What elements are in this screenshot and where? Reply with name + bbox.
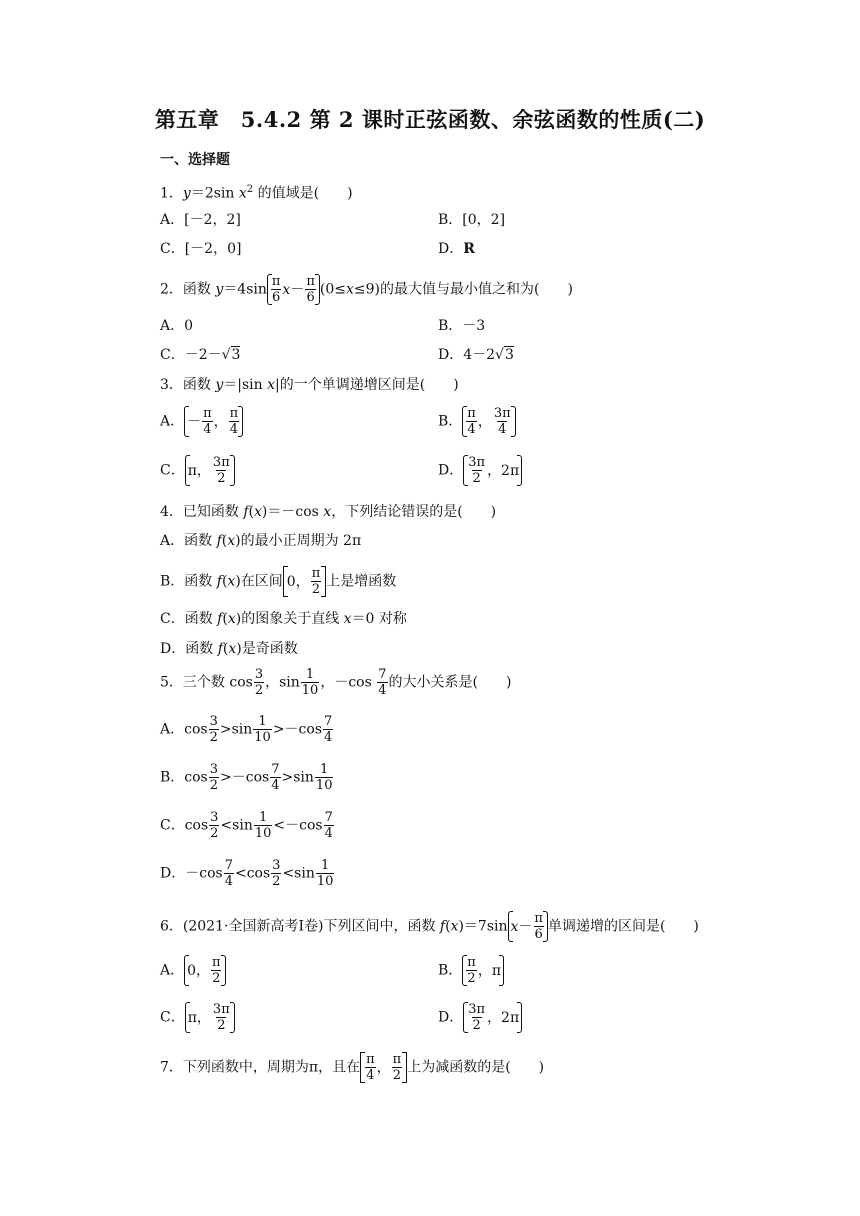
- question-5: 5．三个数 cos $\frac{3}{2}$ ，sin $\frac{1}{10}$ ，－cos $\frac{7}{4}$ 的大小关系是( ): [160, 667, 512, 698]
- q3-option-b: B． $\frac{\pi}{4}$ ， $\frac{3\pi}{4}$: [438, 406, 516, 437]
- q6-option-a: A． 0， $\frac{\pi}{2}$: [160, 955, 226, 986]
- q2-option-b: B．－3: [438, 318, 486, 334]
- question-1: 1．y＝2sin $x^2$ 的值域是( ): [160, 184, 353, 202]
- q3-option-d: D． $\frac{3\pi}{2}$ ，2π: [438, 455, 522, 486]
- question-7: 7．下列函数中，周期为π，且在 $\frac{\pi}{4}$ ， $\frac{\pi}{2}$ 上为减函数的是( ): [160, 1052, 545, 1083]
- q2-option-c: C．－2－√3: [160, 347, 241, 363]
- question-3: 3．函数 y＝|sin x|的一个单调递增区间是( ): [160, 377, 459, 393]
- q2-option-a: A．0: [160, 318, 194, 334]
- q4-option-d: D．函数 f(x)是奇函数: [160, 641, 298, 657]
- q6-option-b: B． $\frac{\pi}{2}$ ，π: [438, 955, 504, 986]
- q3-option-a: A． － $\frac{\pi}{4}$ ， $\frac{\pi}{4}$: [160, 406, 243, 437]
- q2-option-d: D．4－2√3: [438, 347, 514, 363]
- q1-option-c: C．[－2，0]: [160, 241, 242, 257]
- q6-option-d: D． $\frac{3\pi}{2}$ ，2π: [438, 1002, 522, 1033]
- q4-option-b: B．函数 f(x)在区间 0， $\frac{\pi}{2}$ 上是增函数: [160, 566, 397, 597]
- q6-option-c: C． π， $\frac{3\pi}{2}$: [160, 1002, 235, 1033]
- q1-option-a: A．[－2，2]: [160, 212, 241, 228]
- q1-option-b: B．[0，2]: [438, 212, 506, 228]
- q5-option-d: D．－cos $\frac{7}{4}$ <cos $\frac{3}{2}$ <sin $\frac{1}{10}$: [160, 858, 334, 889]
- question-6: 6．(2021·全国新高考Ⅰ卷)下列区间中，函数 f(x)＝7sin x － $\frac{\pi}{6}$ 单调递增的区间是( ): [160, 911, 699, 942]
- q1-option-d: D．R: [438, 241, 475, 257]
- q5-option-c: C．cos $\frac{3}{2}$ <sin $\frac{1}{10}$ <－cos $\frac{7}{4}$: [160, 810, 333, 841]
- q4-option-c: C．函数 f(x)的图象关于直线 x＝0 对称: [160, 611, 407, 627]
- q5-option-a: A．cos $\frac{3}{2}$ >sin $\frac{1}{10}$ >－cos $\frac{7}{4}$: [160, 714, 333, 745]
- question-4: 4．已知函数 f(x)＝－cos x，下列结论错误的是( ): [160, 504, 497, 520]
- q4-option-a: A．函数 f(x)的最小正周期为 2π: [160, 533, 362, 549]
- q5-option-b: B．cos $\frac{3}{2}$ >－cos $\frac{7}{4}$ >sin $\frac{1}{10}$: [160, 762, 333, 793]
- section-heading: 一、选择题: [160, 152, 230, 168]
- question-2: 2．函数 y＝4sin $\frac{\pi}{6}$ x － $\frac{\pi}{6}$ (0≤x≤9)的最大值与最小值之和为( ): [160, 274, 573, 305]
- page-title: 第五章 5.4.2 第 2 课时正弦函数、余弦函数的性质(二): [154, 107, 706, 132]
- q3-option-c: C． π， $\frac{3\pi}{2}$: [160, 455, 235, 486]
